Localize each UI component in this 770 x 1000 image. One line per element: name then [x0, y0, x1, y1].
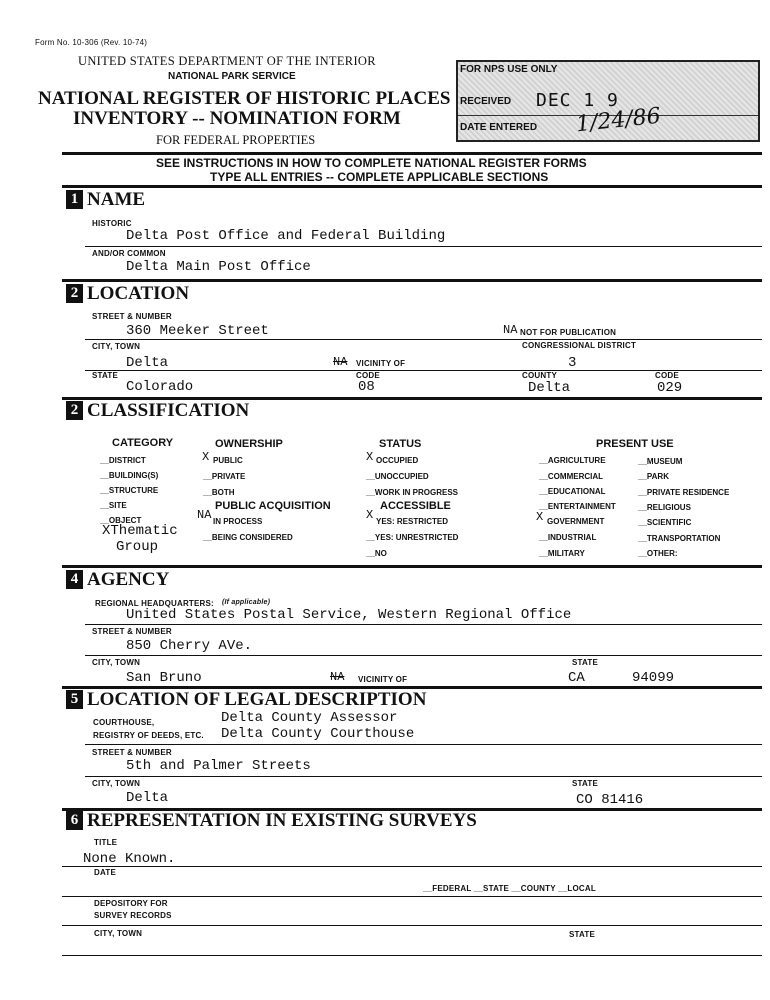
historic-rule — [85, 246, 762, 247]
section-3-end-rule — [62, 565, 762, 568]
form-number: Form No. 10-306 (Rev. 10-74) — [35, 38, 148, 47]
nps-use-box — [456, 60, 760, 142]
congress-value: 3 — [568, 355, 577, 371]
nps-box-label: FOR NPS USE ONLY — [460, 64, 558, 75]
accessible-option[interactable]: YES: RESTRICTED — [376, 517, 449, 526]
acquisition-option[interactable]: __BEING CONSIDERED — [203, 533, 293, 542]
courthouse-rule — [85, 744, 762, 745]
hq-rule — [85, 624, 762, 625]
agency-street-rule — [85, 655, 762, 656]
category-option[interactable]: __BUILDING(S) — [100, 471, 159, 480]
acquisition-check-mark: NA — [197, 508, 212, 522]
city-value: Delta — [126, 355, 169, 371]
ownership-check-mark: X — [202, 450, 210, 464]
county-code-label: CODE — [655, 371, 679, 380]
present-use-option[interactable]: __AGRICULTURE — [539, 456, 606, 465]
survey-city-rule — [62, 955, 762, 956]
form-title-line3: FOR FEDERAL PROPERTIES — [156, 133, 316, 147]
county-value: Delta — [528, 380, 571, 396]
section-1-title: NAME — [87, 189, 146, 210]
legal-city-label: CITY, TOWN — [92, 779, 141, 788]
acquisition-option[interactable]: IN PROCESS — [213, 517, 263, 526]
form-title-line2: INVENTORY -- NOMINATION FORM — [73, 108, 401, 129]
common-name: Delta Main Post Office — [126, 259, 311, 275]
depository-label-2: SURVEY RECORDS — [94, 911, 172, 920]
agency-city-value: San Bruno — [126, 670, 202, 686]
category-option[interactable]: __SITE — [100, 501, 127, 510]
section-2-heading — [66, 283, 189, 305]
instructions-line2: TYPE ALL ENTRIES -- COMPLETE APPLICABLE SECTIONS — [210, 170, 549, 184]
category-option[interactable]: __DISTRICT — [100, 456, 146, 465]
survey-title-value: None Known. — [83, 851, 176, 867]
status-option[interactable]: __UNOCCUPIED — [366, 472, 429, 481]
section-5-title: LOCATION OF LEGAL DESCRIPTION — [87, 689, 427, 710]
state-label: STATE — [92, 371, 119, 380]
courthouse-value-1: Delta County Assessor — [221, 710, 398, 726]
registry-label: REGISTRY OF DEEDS, ETC. — [93, 731, 204, 740]
state-value: Colorado — [126, 379, 194, 395]
section-1-number: 1 — [66, 190, 83, 209]
street-value: 360 Meeker Street — [126, 323, 269, 339]
section-2-number: 2 — [66, 284, 83, 303]
agency-city-label: CITY, TOWN — [92, 658, 141, 667]
ownership-heading: OWNERSHIP — [215, 438, 283, 450]
date-entered-label: DATE ENTERED — [460, 122, 538, 133]
status-option[interactable]: OCCUPIED — [376, 456, 419, 465]
survey-title-rule — [62, 866, 762, 867]
present-use-option[interactable]: __PRIVATE RESIDENCE — [638, 488, 730, 497]
courthouse-label: COURTHOUSE, — [93, 718, 155, 727]
courthouse-value-2: Delta County Courthouse — [221, 726, 415, 742]
status-option[interactable]: __WORK IN PROGRESS — [366, 488, 459, 497]
agency-vicinity-mark: NA — [330, 670, 345, 684]
category-heading: CATEGORY — [112, 437, 174, 449]
service-name: NATIONAL PARK SERVICE — [168, 71, 296, 82]
form-title-line1: NATIONAL REGISTER OF HISTORIC PLACES — [38, 88, 451, 109]
department-name: UNITED STATES DEPARTMENT OF THE INTERIOR — [78, 54, 376, 68]
section-3-heading — [66, 400, 249, 422]
county-code-value: 029 — [657, 380, 683, 396]
present-use-option[interactable]: __INDUSTRIAL — [539, 533, 597, 542]
section-6-heading — [66, 810, 477, 832]
vicinity-mark: NA — [333, 355, 348, 369]
present-use-option[interactable]: __TRANSPORTATION — [638, 534, 721, 543]
common-label: AND/OR COMMON — [92, 249, 166, 258]
section-4-heading — [66, 569, 169, 591]
depository-rule — [62, 925, 762, 926]
present-use-heading: PRESENT USE — [596, 438, 674, 450]
present-use-option[interactable]: __OTHER: — [638, 549, 678, 558]
present-use-option[interactable]: __ENTERTAINMENT — [539, 502, 616, 511]
instructions-rule — [62, 185, 762, 188]
header-rule — [62, 152, 762, 155]
street-rule — [85, 339, 762, 340]
section-6-title: REPRESENTATION IN EXISTING SURVEYS — [87, 810, 477, 831]
agency-street-label: STREET & NUMBER — [92, 627, 172, 636]
legal-street-rule — [85, 776, 762, 777]
ownership-option[interactable]: __PRIVATE — [203, 472, 246, 481]
accessible-option[interactable]: __NO — [366, 549, 387, 558]
regional-hq-note: (If applicable) — [222, 599, 271, 606]
section-1-heading — [66, 189, 145, 211]
depository-label-1: DEPOSITORY FOR — [94, 899, 168, 908]
section-4-title: AGENCY — [87, 569, 170, 590]
regional-hq-label: REGIONAL HEADQUARTERS: — [95, 599, 214, 608]
section-6-number: 6 — [66, 811, 83, 830]
accessible-option[interactable]: __YES: UNRESTRICTED — [366, 533, 459, 542]
agency-street-value: 850 Cherry AVe. — [126, 638, 253, 654]
section-5-number: 5 — [66, 690, 83, 709]
category-option[interactable]: __OBJECT — [100, 516, 142, 525]
accessible-heading: ACCESSIBLE — [380, 500, 451, 512]
ownership-option[interactable]: __BOTH — [203, 488, 235, 497]
section-2-title: LOCATION — [87, 283, 190, 304]
county-label: COUNTY — [522, 371, 557, 380]
category-other-line2: Group — [116, 539, 159, 555]
legal-street-label: STREET & NUMBER — [92, 748, 172, 757]
present-use-option[interactable]: __EDUCATIONAL — [539, 487, 606, 496]
legal-city-value: Delta — [126, 790, 169, 806]
section-4-number: 4 — [66, 570, 83, 589]
present-use-option[interactable]: __SCIENTIFIC — [638, 518, 692, 527]
city-label: CITY, TOWN — [92, 342, 141, 351]
regional-hq-value: United States Postal Service, Western Regional Office — [126, 607, 572, 623]
present-use-option[interactable]: __MUSEUM — [638, 457, 683, 466]
survey-date-rule — [62, 896, 762, 897]
section-1-end-rule — [62, 279, 762, 282]
not-for-publication-mark: NA — [503, 323, 518, 337]
accessible-check-mark: X — [366, 508, 374, 522]
not-for-publication-label: NOT FOR PUBLICATION — [520, 328, 617, 337]
section-5-heading — [66, 689, 426, 711]
present-use-option[interactable]: GOVERNMENT — [547, 517, 605, 526]
agency-state-label: STATE — [572, 658, 599, 667]
category-option[interactable]: __STRUCTURE — [100, 486, 159, 495]
survey-title-label: TITLE — [94, 838, 118, 847]
agency-state-value: CA — [568, 670, 585, 686]
agency-zip-value: 94099 — [632, 670, 675, 686]
received-label: RECEIVED — [460, 96, 512, 107]
acquisition-heading: PUBLIC ACQUISITION — [215, 500, 331, 512]
agency-vicinity-label: VICINITY OF — [358, 675, 408, 684]
survey-state-label: STATE — [569, 930, 596, 939]
historic-name: Delta Post Office and Federal Building — [126, 228, 446, 244]
present-use-check-mark: X — [536, 510, 544, 524]
historic-label: HISTORIC — [92, 219, 132, 228]
present-use-option[interactable]: __RELIGIOUS — [638, 503, 691, 512]
date-entered-value: 1/24/86 — [574, 103, 662, 138]
status-heading: STATUS — [379, 438, 422, 450]
section-3-number: 2 — [66, 401, 83, 420]
present-use-option[interactable]: __PARK — [638, 472, 669, 481]
state-code-value: 08 — [358, 379, 375, 395]
section-3-title: CLASSIFICATION — [87, 400, 250, 421]
legal-state-value: CO 81416 — [576, 792, 644, 808]
street-label: STREET & NUMBER — [92, 312, 172, 321]
survey-levels[interactable]: __FEDERAL __STATE __COUNTY __LOCAL — [423, 884, 596, 893]
vicinity-label: VICINITY OF — [356, 359, 406, 368]
legal-street-value: 5th and Palmer Streets — [126, 758, 311, 774]
state-code-label: CODE — [356, 371, 380, 380]
received-stamp: DEC 1 9 — [536, 90, 619, 111]
survey-date-label: DATE — [94, 868, 116, 877]
legal-state-label: STATE — [572, 779, 599, 788]
congress-label: CONGRESSIONAL DISTRICT — [522, 341, 637, 350]
present-use-option[interactable]: __COMMERCIAL — [539, 472, 604, 481]
present-use-option[interactable]: __MILITARY — [539, 549, 585, 558]
ownership-option[interactable]: PUBLIC — [213, 456, 243, 465]
status-check-mark: X — [366, 450, 374, 464]
instructions-line1: SEE INSTRUCTIONS IN HOW TO COMPLETE NATIONAL REGISTER FORMS — [156, 156, 587, 170]
category-other-line1: XThematic — [102, 523, 178, 539]
survey-city-label: CITY, TOWN — [94, 929, 143, 938]
